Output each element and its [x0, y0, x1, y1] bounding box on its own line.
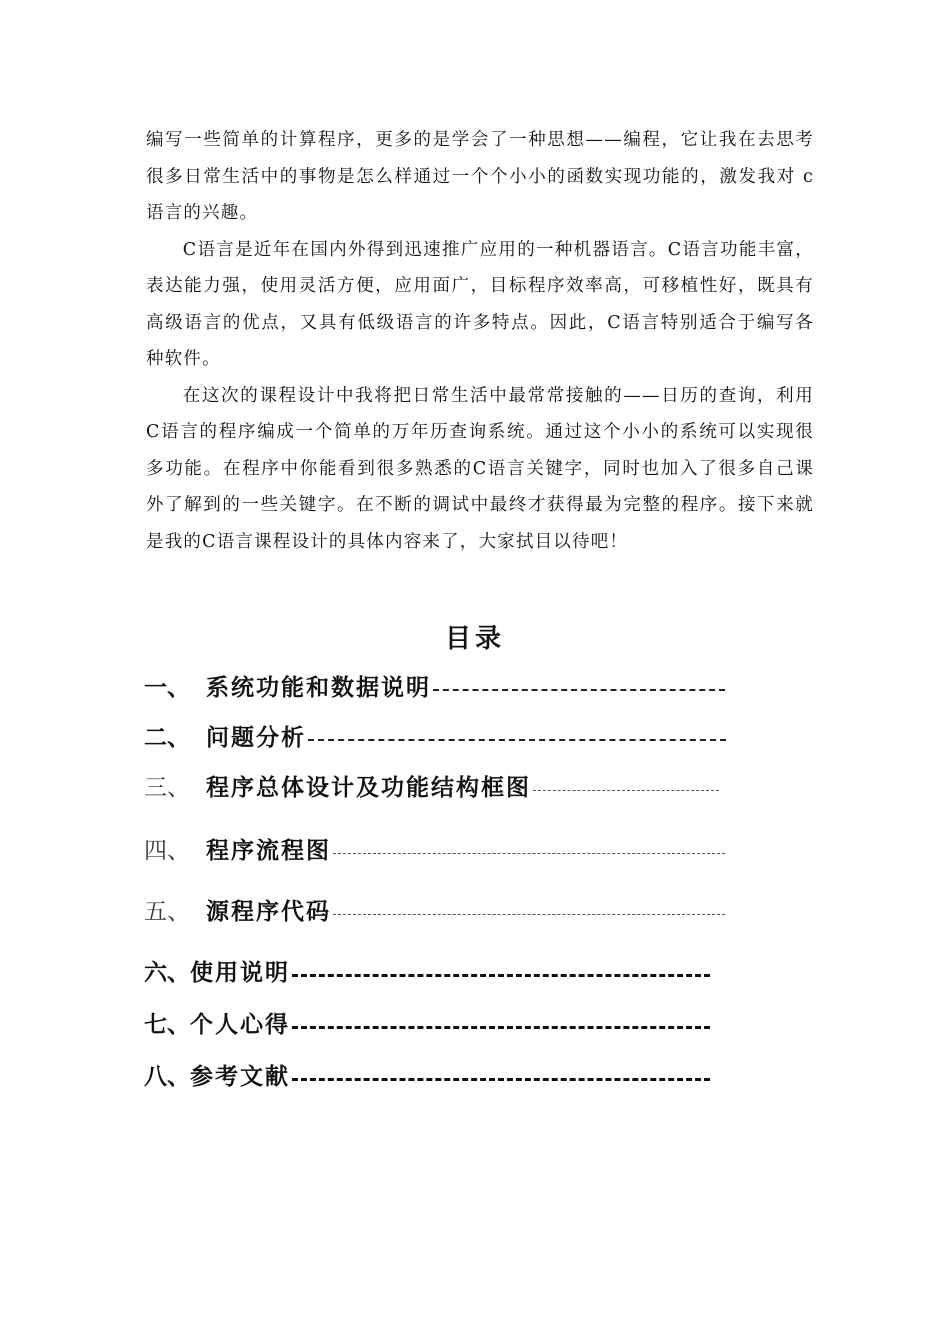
toc-leader [433, 689, 725, 691]
toc-entry-3[interactable] [144, 773, 719, 803]
toc-entry-2[interactable] [144, 723, 726, 753]
toc-entry-7[interactable] [144, 1010, 710, 1040]
toc-entry-label: 使用说明 [190, 960, 290, 986]
toc-entry-number: 七、 [144, 1012, 190, 1038]
toc-leader [533, 790, 719, 791]
toc-entry-label: 源程序代码 [206, 899, 331, 925]
toc-entry-label: 个人心得 [190, 1012, 290, 1038]
toc-leader [333, 914, 725, 915]
toc-entry-6[interactable] [144, 958, 710, 988]
toc-entry-1[interactable] [144, 673, 725, 703]
toc-entry-8[interactable] [144, 1062, 710, 1092]
toc-entry-number: 八、 [144, 1064, 190, 1090]
toc-entry-label: 问题分析 [206, 725, 306, 751]
toc-leader [308, 739, 726, 741]
toc-leader [333, 853, 725, 854]
toc-entry-number: 三、 [144, 775, 190, 801]
paragraph-c-language: C语言是近年在国内外得到迅速推广应用的一种机器语言。C语言功能丰富，表达能力强，使用灵活方便，应用面广，目标程序效率高，可移植性好，既具有高级语言的优点，又具有低级语言的许多特点。因此，C语言特别适合于编写各种软件。 [146, 239, 814, 369]
toc-title: 目录 [444, 624, 505, 654]
toc-entry-5[interactable] [144, 897, 725, 927]
toc-entry-number: 六、 [144, 960, 190, 986]
paragraph-course-design: 在这次的课程设计中我将把日常生活中最常常接触的——日历的查询，利用C语言的程序编成一个简单的万年历查询系统。通过这个小小的系统可以实现很多功能。在程序中你能看到很多熟悉的C语言关键字，同时也加入了很多自己课外了解到的一些关键字。在不断的调试中最终才获得最为完整的程序。接下来就是我的C语言课程设计的具体内容来了，大家拭目以待吧！ [146, 385, 814, 552]
toc-entry-label: 程序总体设计及功能结构框图 [206, 775, 531, 801]
intro-text [146, 122, 814, 560]
paragraph-continuation: 编写一些简单的计算程序，更多的是学会了一种思想——编程，它让我在去思考很多日常生活中的事物是怎么样通过一个个小小的函数实现功能的，激发我对 c 语言的兴趣。 [146, 130, 814, 223]
toc-entry-number: 五、 [144, 899, 190, 925]
toc-entry-number: 一、 [144, 675, 190, 701]
toc-entry-4[interactable] [144, 836, 725, 866]
toc-leader [292, 1078, 710, 1081]
toc-entry-label: 参考文献 [190, 1064, 290, 1090]
toc-entry-number: 四、 [144, 838, 190, 864]
toc-entry-number: 二、 [144, 725, 190, 751]
toc-entry-label: 系统功能和数据说明 [206, 675, 431, 701]
toc-entry-label: 程序流程图 [206, 838, 331, 864]
toc-leader [292, 1026, 710, 1029]
toc-leader [292, 974, 710, 977]
